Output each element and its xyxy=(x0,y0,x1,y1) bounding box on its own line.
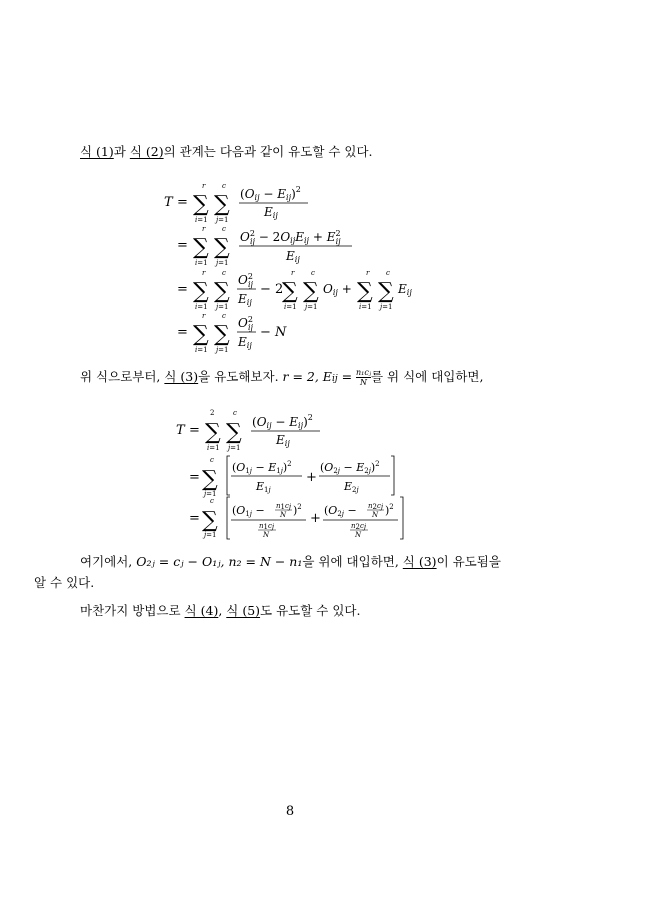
svg-text:=: = xyxy=(189,423,200,438)
svg-text:n2cj: n2cj xyxy=(351,522,367,531)
text: 이 유도됨을 xyxy=(436,554,501,569)
svg-text:E1j: E1j xyxy=(256,480,271,494)
svg-text:Eij: Eij xyxy=(398,282,412,297)
svg-text:=: = xyxy=(177,195,188,210)
text: 위 식으로부터, xyxy=(80,369,165,384)
svg-text:Eij: Eij xyxy=(238,292,252,307)
svg-text:Eij: Eij xyxy=(264,205,278,220)
svg-text:j=1: j=1 xyxy=(204,531,217,539)
paragraph-derivation: 위 식으로부터, 식 (3)을 유도해보자. r = 2, Eij = $\frac{\text{n₁cⱼ}}{N}$ 를 위 식에 대입하면, xyxy=(80,368,484,387)
svg-text:(Oij − Eij)2: (Oij − Eij)$^2$ xyxy=(252,413,313,430)
svg-text:j=1: j=1 xyxy=(204,490,217,498)
svg-text:2: 2 xyxy=(210,409,215,417)
paragraph-intro xyxy=(80,141,510,162)
svg-text:c: c xyxy=(222,312,226,320)
text: 도 유도할 수 있다. xyxy=(260,603,361,618)
svg-text:∑: ∑ xyxy=(282,279,298,304)
svg-text:i=1: i=1 xyxy=(207,444,220,452)
svg-text:∑: ∑ xyxy=(193,322,209,347)
svg-text:r: r xyxy=(202,312,206,320)
eq-ref-2[interactable]: 식 (2) xyxy=(129,144,164,159)
svg-text:∑: ∑ xyxy=(202,508,218,533)
svg-text:∑: ∑ xyxy=(202,467,218,492)
svg-text:n1cj: n1cj xyxy=(259,522,275,531)
svg-text:Eij: Eij xyxy=(238,335,252,350)
svg-text:∑: ∑ xyxy=(193,192,209,217)
condition: r = 2, E xyxy=(282,369,332,384)
svg-text:r: r xyxy=(202,182,206,190)
eq-ref-3b[interactable]: 식 (3) xyxy=(402,554,437,569)
eq1-lhs: T xyxy=(164,195,173,210)
svg-text:∑: ∑ xyxy=(193,235,209,260)
text: 를 위 식에 대입하면, xyxy=(370,369,484,384)
eq2-lhs: T xyxy=(176,423,185,438)
svg-text:∑: ∑ xyxy=(357,279,373,304)
svg-text:c: c xyxy=(386,269,390,277)
svg-text:∑: ∑ xyxy=(378,279,394,304)
svg-text:c: c xyxy=(222,269,226,277)
svg-text:O2ij − 2OijEij + E2ij: $O^2$ ij − 2OijEij + $E^2$ ij xyxy=(240,229,341,246)
svg-text:r: r xyxy=(291,269,295,277)
text: 여기에서, xyxy=(80,554,137,569)
svg-text:j=1: j=1 xyxy=(216,346,229,354)
text: 을 위에 대입하면, xyxy=(302,554,403,569)
svg-text:∑: ∑ xyxy=(303,279,319,304)
svg-text:)2: )$^2$ xyxy=(385,503,394,517)
svg-text:∑: ∑ xyxy=(214,192,230,217)
svg-text:N: N xyxy=(355,531,362,539)
svg-text:i=1: i=1 xyxy=(359,303,372,311)
svg-text:∑: ∑ xyxy=(193,279,209,304)
svg-text:=: = xyxy=(177,282,188,297)
svg-text:∑: ∑ xyxy=(226,420,242,445)
svg-text:c: c xyxy=(222,225,226,233)
svg-text:(Oij − Eij)2: (Oij − Eij)$^2$ xyxy=(240,185,301,202)
equation-block-2 xyxy=(172,404,422,548)
svg-text:∑: ∑ xyxy=(214,279,230,304)
svg-text:i=1: i=1 xyxy=(195,259,208,267)
eq-ref-3[interactable]: 식 (3) xyxy=(164,369,199,384)
svg-text:i=1: i=1 xyxy=(284,303,297,311)
svg-text:i=1: i=1 xyxy=(195,216,208,224)
svg-text:r: r xyxy=(366,269,370,277)
equation-block-1 xyxy=(160,176,460,365)
svg-text:=: = xyxy=(177,238,188,253)
svg-text:=: = xyxy=(189,511,200,526)
eq-ref-5[interactable]: 식 (5) xyxy=(226,603,261,618)
svg-text:c: c xyxy=(210,497,214,505)
svg-text:=: = xyxy=(177,325,188,340)
svg-text:r: r xyxy=(202,225,206,233)
svg-text:Eij: Eij xyxy=(276,433,290,448)
svg-text:(O1j −: (O1j − xyxy=(232,504,265,518)
svg-text:i=1: i=1 xyxy=(195,346,208,354)
svg-text:j=1: j=1 xyxy=(216,259,229,267)
svg-text:(O2j − E2j)2: $(O2j - E2j)^2$ xyxy=(320,460,380,475)
svg-text:r: r xyxy=(202,269,206,277)
svg-text:n2cj: n2cj xyxy=(368,502,384,511)
svg-text:− 2: − 2 xyxy=(260,282,284,297)
svg-text:j=1: j=1 xyxy=(305,303,318,311)
svg-text:+: + xyxy=(306,470,317,485)
text: 마찬가지 방법으로 xyxy=(80,603,185,618)
eq-ref-1[interactable]: 식 (1) xyxy=(80,144,114,159)
text: , xyxy=(218,603,227,618)
paragraph-substitution xyxy=(34,551,527,593)
svg-text:j=1: j=1 xyxy=(216,303,229,311)
svg-text:c: c xyxy=(210,456,214,464)
page-number: 8 xyxy=(285,804,295,819)
svg-text:i=1: i=1 xyxy=(195,303,208,311)
svg-text:+: + xyxy=(310,511,321,526)
text-line2: 알 수 있다. xyxy=(34,575,95,590)
svg-text:N: N xyxy=(263,531,270,539)
svg-text:(O2j −: (O2j − xyxy=(324,504,357,518)
svg-text:Oij +: Oij + xyxy=(323,282,352,297)
svg-text:− N: − N xyxy=(260,325,287,340)
svg-text:n1cj: n1cj xyxy=(276,502,292,511)
svg-text:j=1: j=1 xyxy=(228,444,241,452)
text: 의 관계는 다음과 같이 유도할 수 있다. xyxy=(163,144,373,159)
svg-text:O2ij: $O^2$ ij xyxy=(238,315,253,332)
svg-text:∑: ∑ xyxy=(214,322,230,347)
svg-text:c: c xyxy=(233,409,237,417)
svg-text:E2j: E2j xyxy=(344,480,359,494)
svg-text:N: N xyxy=(280,511,287,519)
svg-text:Eij: Eij xyxy=(286,249,300,264)
text: 과 xyxy=(113,144,130,159)
svg-text:)2: )$^2$ xyxy=(293,503,302,517)
svg-text:N: N xyxy=(372,511,379,519)
paragraph-conclusion xyxy=(80,600,510,621)
condition: O₂ⱼ = cⱼ − O₁ⱼ, n₂ = N − n₁ xyxy=(136,554,303,569)
svg-text:∑: ∑ xyxy=(214,235,230,260)
svg-text:∑: ∑ xyxy=(205,420,221,445)
svg-text:(O1j − E1j)2: $(O1j - E1j)^2$ xyxy=(232,460,292,475)
svg-text:c: c xyxy=(222,182,226,190)
svg-text:j=1: j=1 xyxy=(216,216,229,224)
eq-ref-4[interactable]: 식 (4) xyxy=(184,603,219,618)
svg-text:O2ij: $O^2$ ij xyxy=(238,272,253,289)
svg-text:=: = xyxy=(189,470,200,485)
svg-text:j=1: j=1 xyxy=(380,303,393,311)
svg-text:c: c xyxy=(311,269,315,277)
text: 을 유도해보자. xyxy=(198,369,283,384)
